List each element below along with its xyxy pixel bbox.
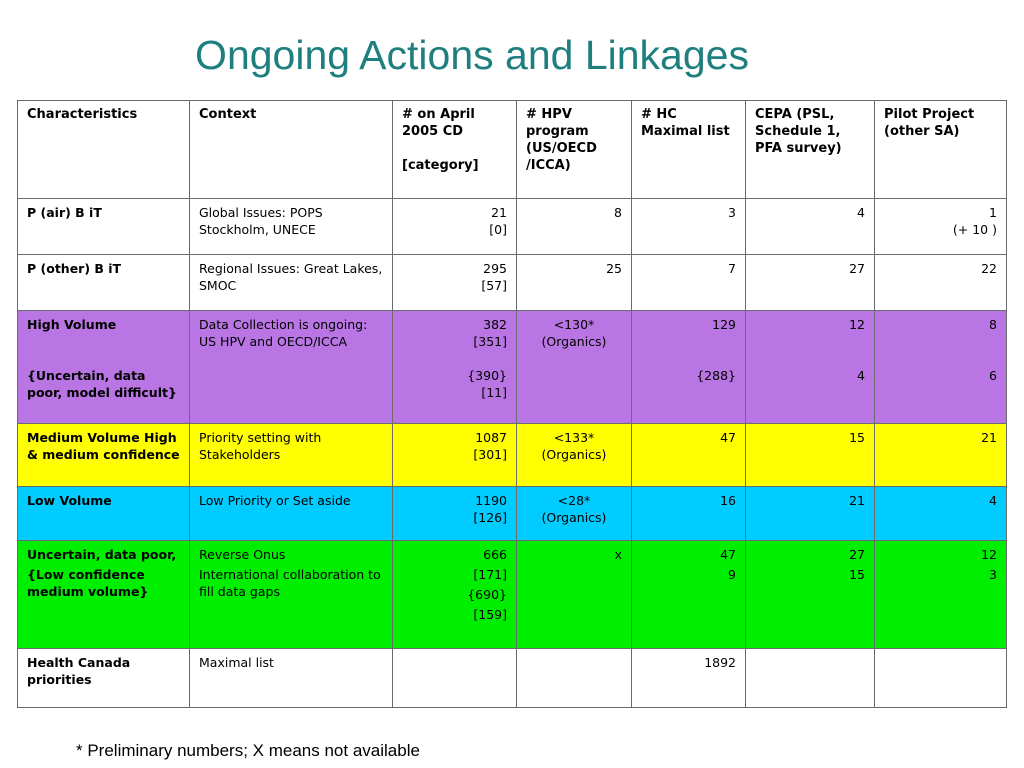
cd-count: 666	[483, 547, 507, 562]
row-characteristic	[18, 311, 190, 424]
row-cd-value	[393, 487, 517, 541]
row-characteristic	[18, 541, 190, 649]
row-hc-value	[632, 311, 746, 424]
cepa-count: 12	[849, 317, 865, 332]
page-title	[0, 32, 1024, 79]
header-category-label: [category]	[402, 158, 479, 173]
header-context: Context	[190, 101, 393, 199]
row-pilot-value: 21	[875, 424, 1007, 487]
cd-count: 382	[483, 317, 507, 332]
row-cepa-value	[746, 541, 875, 649]
row-hc-value	[632, 541, 746, 649]
context-main: Reverse Onus	[199, 547, 286, 562]
cd-count: 1087	[475, 430, 507, 445]
row-characteristic: Medium Volume High & medium confidence	[18, 424, 190, 487]
row-cd-value	[393, 311, 517, 424]
cd-category: [301]	[473, 447, 507, 462]
cd-count-alt: {690}	[467, 587, 507, 602]
cepa-count-alt: 15	[849, 567, 865, 582]
row-hpv-value	[517, 311, 632, 424]
hc-count-alt: {288}	[696, 368, 736, 383]
cd-count: 295	[483, 261, 507, 276]
header-april-cd-label: # on April 2005 CD	[402, 107, 475, 139]
row-cd-value	[393, 255, 517, 311]
row-hc-value: 47	[632, 424, 746, 487]
row-pilot-value: 22	[875, 255, 1007, 311]
cd-category-alt: [11]	[481, 385, 507, 400]
row-hpv-value: x	[517, 541, 632, 649]
hpv-count: <28*	[557, 493, 591, 508]
row-pilot-value	[875, 199, 1007, 255]
hpv-count: <133*	[553, 430, 595, 445]
row-hpv-value	[517, 649, 632, 708]
characteristic-sub: {Low confidence medium volume}	[27, 567, 149, 599]
row-context: Priority setting with Stakeholders	[190, 424, 393, 487]
row-characteristic: P (other) B iT	[18, 255, 190, 311]
context-sub: International collaboration to fill data gaps	[199, 567, 381, 599]
hc-count-alt: 9	[728, 567, 736, 582]
row-hpv-value: 25	[517, 255, 632, 311]
cd-count: 21	[491, 205, 507, 220]
row-hpv-value	[517, 487, 632, 541]
header-row	[18, 101, 1007, 199]
row-cepa-value: 4	[746, 199, 875, 255]
header-hc: # HC Maximal list	[632, 101, 746, 199]
row-pilot-value	[875, 541, 1007, 649]
hpv-note: (Organics)	[541, 510, 607, 525]
pilot-extra: (+ 10 )	[952, 222, 997, 237]
row-characteristic: Low Volume	[18, 487, 190, 541]
row-cd-value	[393, 199, 517, 255]
row-context: Low Priority or Set aside	[190, 487, 393, 541]
header-april-cd	[393, 101, 517, 199]
table-row	[18, 424, 1007, 487]
footnote: * Preliminary numbers; X means not available	[76, 741, 420, 760]
hc-count: 129	[712, 317, 736, 332]
row-context: Regional Issues: Great Lakes, SMOC	[190, 255, 393, 311]
cd-category-alt: [159]	[473, 607, 507, 622]
cd-category: [0]	[489, 222, 507, 237]
row-context: Maximal list	[190, 649, 393, 708]
table-row	[18, 649, 1007, 708]
cd-count-alt: {390}	[467, 368, 507, 383]
characteristic-sub: {Uncertain, data poor, model difficult}	[27, 368, 177, 400]
header-pilot: Pilot Project (other SA)	[875, 101, 1007, 199]
actions-table	[17, 100, 1007, 708]
row-cepa-value: 27	[746, 255, 875, 311]
row-hpv-value: 8	[517, 199, 632, 255]
row-hc-value: 16	[632, 487, 746, 541]
table-row	[18, 199, 1007, 255]
row-pilot-value	[875, 311, 1007, 424]
pilot-count-alt: 6	[989, 368, 997, 383]
table-row	[18, 311, 1007, 424]
table-row	[18, 487, 1007, 541]
row-pilot-value: 4	[875, 487, 1007, 541]
pilot-count: 1	[989, 205, 997, 220]
cd-category: [126]	[473, 510, 507, 525]
cd-count: 1190	[475, 493, 507, 508]
hpv-note: (Organics)	[541, 334, 607, 349]
row-hc-value: 3	[632, 199, 746, 255]
row-context: Data Collection is ongoing: US HPV and OECD/ICCA	[190, 311, 393, 424]
row-cepa-value	[746, 311, 875, 424]
row-context	[190, 541, 393, 649]
row-cd-value	[393, 541, 517, 649]
table-row	[18, 255, 1007, 311]
row-pilot-value	[875, 649, 1007, 708]
cd-category: [171]	[473, 567, 507, 582]
row-hc-value: 7	[632, 255, 746, 311]
row-cd-value	[393, 424, 517, 487]
row-cepa-value: 21	[746, 487, 875, 541]
cepa-count: 27	[849, 547, 865, 562]
row-hpv-value	[517, 424, 632, 487]
cepa-count-alt: 4	[857, 368, 865, 383]
pilot-count: 12	[981, 547, 997, 562]
pilot-count: 8	[989, 317, 997, 332]
row-characteristic: Health Canada priorities	[18, 649, 190, 708]
hpv-count: <130*	[553, 317, 595, 332]
table-row	[18, 541, 1007, 649]
row-cepa-value: 15	[746, 424, 875, 487]
characteristic-main: Uncertain, data poor,	[27, 547, 177, 562]
header-characteristics: Characteristics	[18, 101, 190, 199]
hpv-note: (Organics)	[541, 447, 607, 462]
hc-count: 47	[720, 547, 736, 562]
row-context: Global Issues: POPS Stockholm, UNECE	[190, 199, 393, 255]
row-characteristic: P (air) B iT	[18, 199, 190, 255]
cd-category: [57]	[481, 278, 507, 293]
characteristic-main: High Volume	[27, 317, 117, 332]
header-cepa: CEPA (PSL, Schedule 1, PFA survey)	[746, 101, 875, 199]
cd-category: [351]	[473, 334, 507, 349]
page-title-text: Ongoing Actions and Linkages	[195, 32, 749, 78]
pilot-count-alt: 3	[989, 567, 997, 582]
row-cd-value	[393, 649, 517, 708]
header-hpv: # HPV program (US/OECD /ICCA)	[517, 101, 632, 199]
row-hc-value: 1892	[632, 649, 746, 708]
row-cepa-value	[746, 649, 875, 708]
